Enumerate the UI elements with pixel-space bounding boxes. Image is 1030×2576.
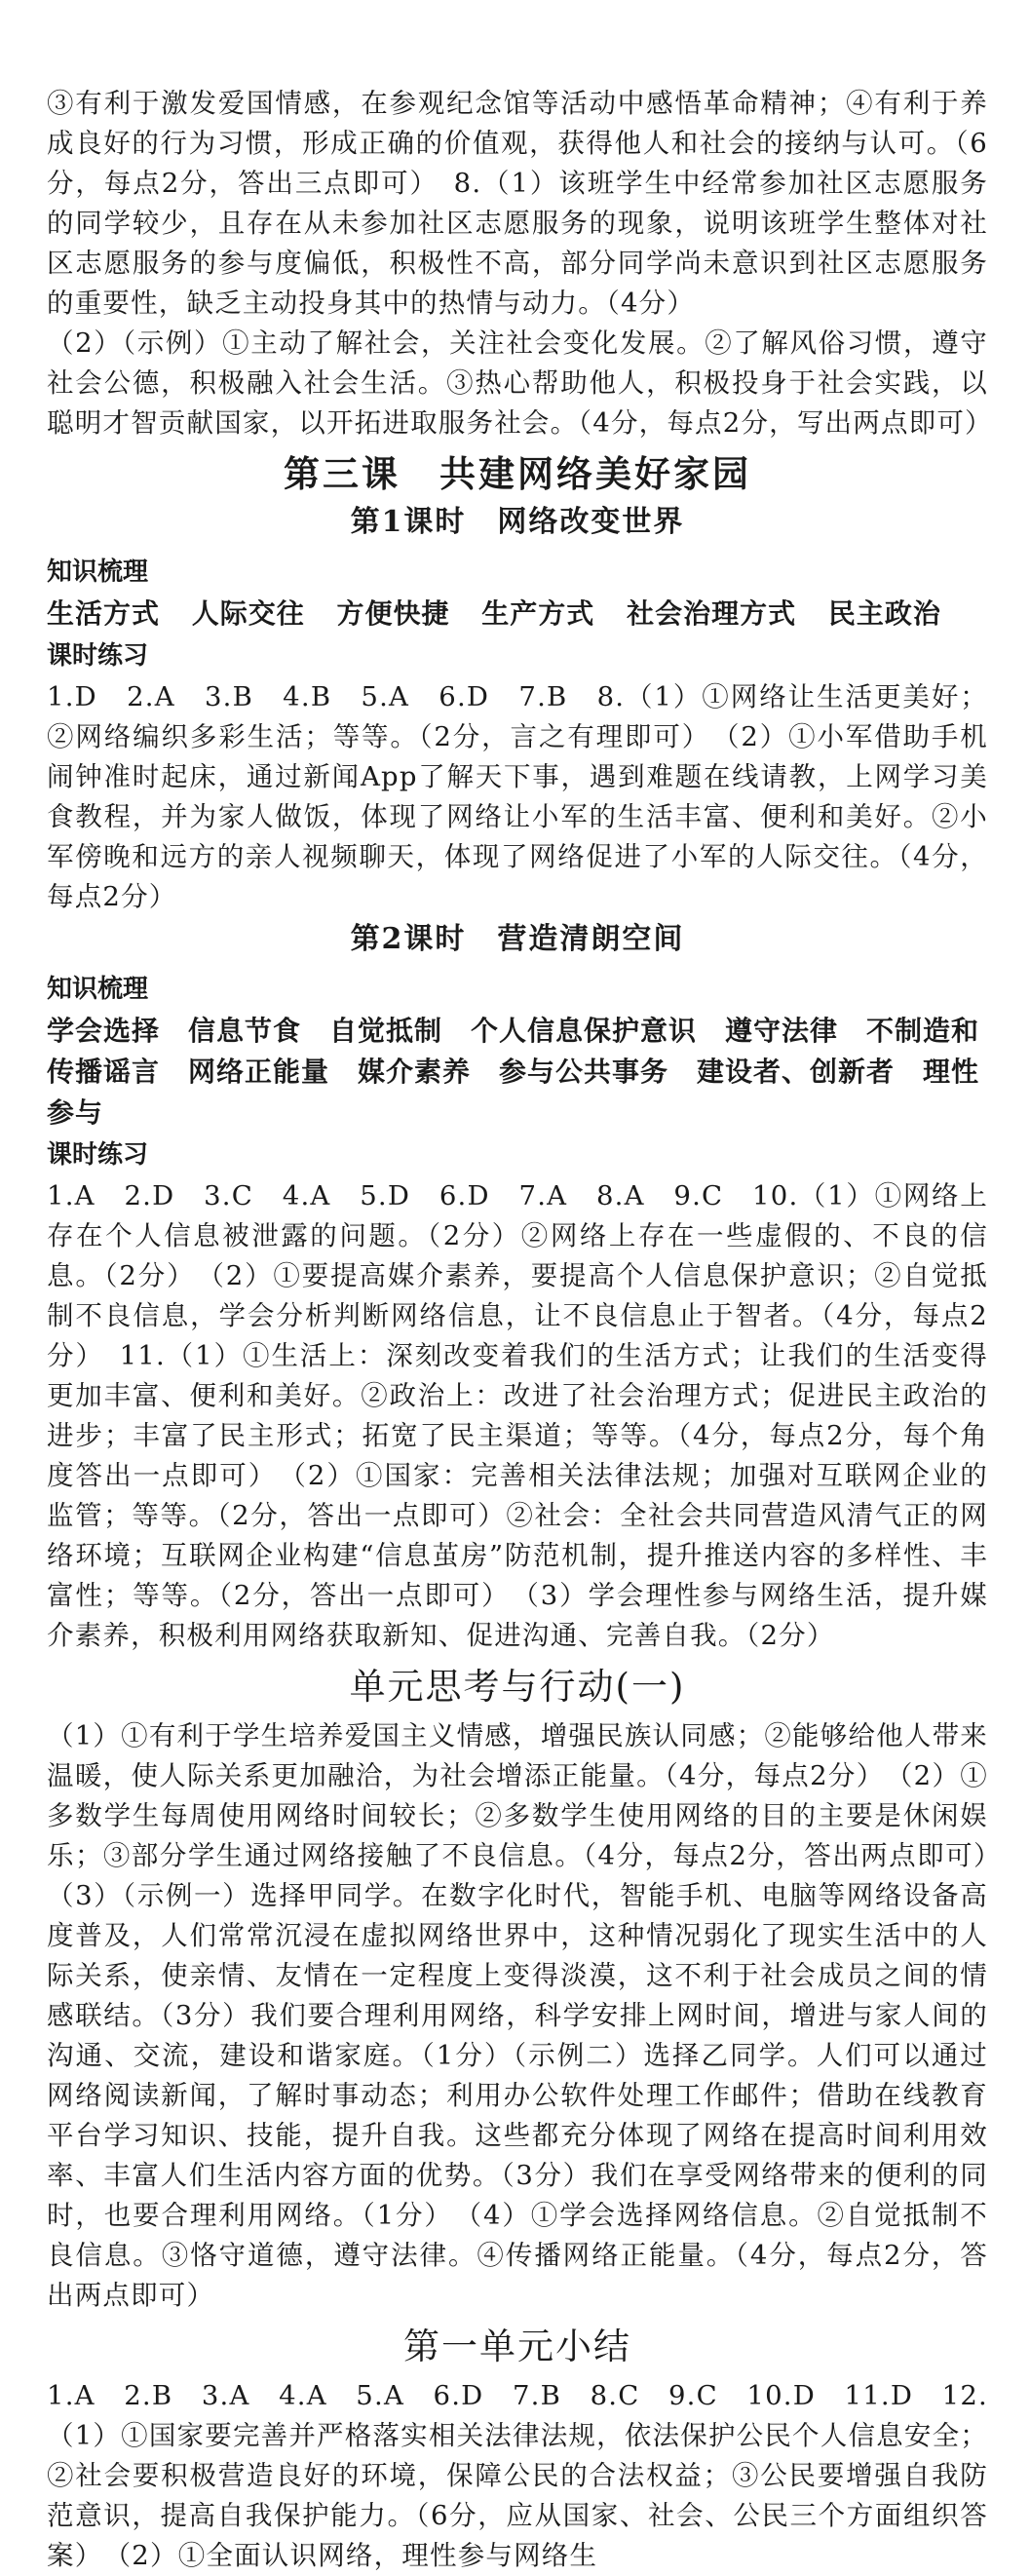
period-1-answers: 1.D 2.A 3.B 4.B 5.A 6.D 7.B 8.（1）①网络让生活更美好；②网络编织多彩生活；等等。（2分，言之有理即可） （2）①小军借助手机闹钟准时起床，通过新闻App了解天下事，遇到难题在线请教，上网学习美食教程，并为家人做饭，体现了网络让小军的生活丰富、便利和美好。②小军傍晚和远方的亲人视频聊天，体现了网络促进了小军的人际交往。（4分，每点2分） (47, 681, 988, 912)
period-1-keywords (47, 594, 988, 634)
keyword: 生产方式 (481, 597, 595, 630)
period-1-practice-label: 课时练习 (47, 641, 149, 671)
intro-paragraph-2: （2）（示例）①主动了解社会，关注社会变化发展。②了解风俗习惯，遵守社会公德，积极融入社会生活。③热心帮助他人，积极投身于社会实践，以聪明才智贡献国家，以开拓进取服务社会。（4分，每点2分，写出两点即可） (47, 327, 993, 439)
keyword: 人际交往 (191, 597, 305, 630)
lesson-3-title: 第三课 共建网络美好家园 (284, 452, 751, 495)
keyword: 民主政治 (827, 597, 941, 630)
unit-summary-title: 第一单元小结 (403, 2326, 631, 2367)
period-2-practice-label: 课时练习 (47, 1140, 149, 1170)
intro-paragraph-1: ③有利于激发爱国情感，在参观纪念馆等活动中感悟革命精神；④有利于养成良好的行为习惯，形成正确的价值观，获得他人和社会的接纳与认可。（6分，每点2分，答出三点即可） 8.（1）该班学生中经常参加社区志愿服务的同学较少，且存在从未参加社区志愿服务的现象，说明该班学生整体对社区志愿服务的参与度偏低，积极性不高，部分同学尚未意识到社区志愿服务的重要性，缺乏主动投身其中的热情与动力。（4分） (47, 88, 988, 319)
period-1-review-label: 知识梳理 (47, 557, 149, 587)
period-2-title: 第2课时 营造清朗空间 (350, 922, 685, 956)
unit-think-text: （1）①有利于学生培养爱国主义情感，增强民族认同感；②能够给他人带来温暖，使人际关系更加融洽，为社会增添正能量。（4分，每点2分） （2）①多数学生每周使用网络时间较长；②多数学生使用网络的目的主要是休闲娱乐；③部分学生通过网络接触了不良信息。（4分，每点2分，答出两点即可） （3）（示例一）选择甲同学。在数字化时代，智能手机、电脑等网络设备高度普及，人们常常沉浸在虚拟网络世界中，这种情况弱化了现实生活中的人际关系，使亲情、友情在一定程度上变得淡漠，这不利于社会成员之间的情感联结。（3分）我们要合理利用网络，科学安排上网时间，增进与家人间的沟通、交流，建设和谐家庭。（1分）（示例二）选择乙同学。人们可以通过网络阅读新闻，了解时事动态；利用办公软件处理工作邮件；借助在线教育平台学习知识、技能，提升自我。这些都充分体现了网络在提高时间利用效率、丰富人们生活内容方面的优势。（3分）我们在享受网络带来的便利的同时，也要合理利用网络。（1分） （4）①学会选择网络信息。②自觉抵制不良信息。③恪守道德，遵守法律。④传播网络正能量。（4分，每点2分，答出两点即可） (47, 1720, 1016, 2311)
period-2-answers: 1.A 2.D 3.C 4.A 5.D 6.D 7.A 8.A 9.C 10.（1）①网络上存在个人信息被泄露的问题。（2分）②网络上存在一些虚假的、不良的信息。（2分） （2）①要提高媒介素养，要提高个人信息保护意识；②自觉抵制不良信息，学会分析判断网络信息，让不良信息止于智者。（4分，每点2分） 11.（1）①生活上：深刻改变着我们的生活方式；让我们的生活变得更加丰富、便利和美好。②政治上：改进了社会治理方式；促进民主政治的进步；丰富了民主形式；拓宽了民主渠道；等等。（4分，每点2分，每个角度答出一点即可） （2）①国家：完善相关法律法规；加强对互联网企业的监管；等等。（2分，答出一点即可）②社会：全社会共同营造风清气正的网络环境；互联网企业构建“信息茧房”防范机制，提升推送内容的多样性、丰富性；等等。（2分，答出一点即可） （3）学会理性参与网络生活，提升媒介素养，积极利用网络获取新知、促进沟通、完善自我。（2分） (47, 1180, 988, 1651)
unit-think-title: 单元思考与行动(一) (349, 1666, 686, 1708)
keyword: 社会治理方式 (627, 597, 797, 630)
unit-summary-text: 1.A 2.B 3.A 4.A 5.A 6.D 7.B 8.C 9.C 10.D 11.D 12.（1）①国家要完善并严格落实相关法律法规，依法保护公民个人信息安全；②社会要积极营造良好的环境，保障公民的合法权益；③公民要增强自我防范意识，提高自我保护能力。（6分，应从国家、社会、公民三个方面组织答案） （2）①全面认识网络，理性参与网络生 (47, 2380, 988, 2571)
period-2-review-label: 知识梳理 (47, 975, 149, 1004)
period-2-keywords: 学会选择 信息节食 自觉抵制 个人信息保护意识 遵守法律 不制造和传播谣言 网络正能量 媒介素养 参与公共事务 建设者、创新者 理性参与 (47, 1015, 980, 1129)
answer-page (47, 84, 1016, 2576)
period-1-title: 第1课时 网络改变世界 (350, 505, 685, 539)
keyword: 生活方式 (47, 597, 161, 630)
keyword: 方便快捷 (336, 597, 450, 630)
